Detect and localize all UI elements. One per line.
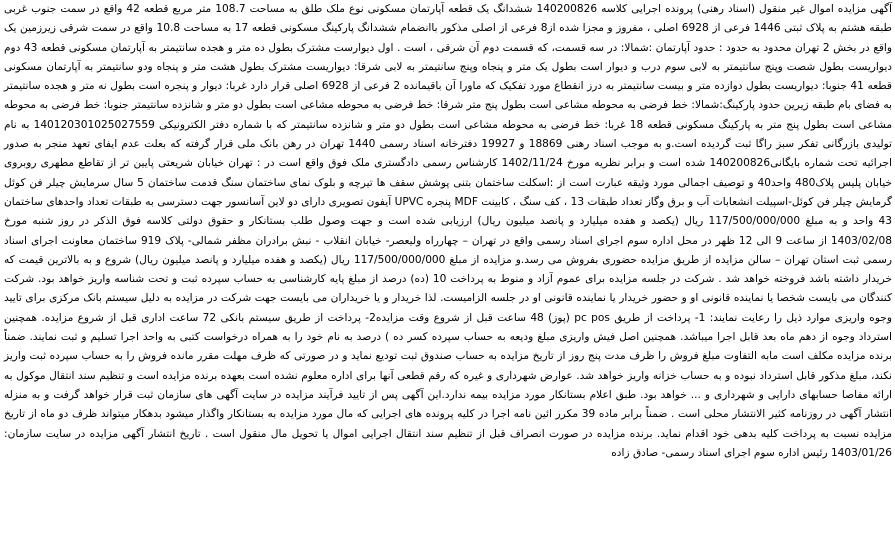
notice-paragraph: آگهی مزایده اموال غیر منقول (اسناد رهنی) پرونده اجرایی کلاسه 140200826 ششدانگ یک قطعه آپارتمان مسکونی نوع ملک طلق به مساحت 108.7 متر مربع قطعه 42 واقع در سمت جنوب غربی طبقه هشتم به پلاک ثبتی 1446 فرعی از 6928 اصلی ، مفروز و مجزا شده از8 فرعی از اصلی مذکور باانضمام ششدانگ پارکینگ مسکونی قطعه 17 به مساحت 10.8 واقع در سمت شرقی زیرزمین یک واقع در بخش 2 تهران محدود به حدود : حدود آپارتمان :شمالا: در سه قسمت، که قسمت دوم آن شرقی ، است . اول دیوارست مشترک بطول ده متر و هجده سانتیمتر به آپارتمان مسکونی قطعه 43 دوم دیواریست بطول شصت وپنج سانتیمتر به لابی سوم درب و دیوار است بطول یک متر و پنجاه وپنج سانتیمتر به لابی شرقا: دیواریست مشترک بطول هشت متر و پنجاه ودو سانتیمتر به آپارتمان مسکونی قطعه 41 جنوبا: دیواریست بطول دوازده متر و بیست سانتیمتر به درز انقطاع مورد تفکیک که ماورا آن باقیمانده 2 فرعی از 6928 اصلی قرار دارد غربا: دیوار و پنجره است بطول نه متر و هجده سانتیمتر به فضای بام طبقه زیرین حدود پارکینگ:شمالا: خط فرضی به محوطه مشاعی است بطول پنج متر شرقا: خط فرضی به محوطه مشاعی است بطول دو متر و شانزده سانتیمتر جنوبا: خط فرضی به محوطه مشاعی است بطول پنج متر به پارکینگ مسکونی قطعه 18 غربا: خط فرضی به محوطه مشاعی است بطول دو متر و شانزده سانتیمتر که با شماره دفتر الکترونیکی 140120301025027559 به نام تولیدی بازرگانی تفکر سبز راگا ثبت گردیده است.و به موجب اسناد رهنی 18869 و 19927 دفترخانه اسناد رسمی 1440 تهران در رهن بانک ملی قرار گرفته که بعلت عدم ایفای تعهد منجر به صدور اجرائیه تحت شماره بایگانی140200826 شده است و برابر نظریه مورخ 1402/11/24 کارشناس رسمی دادگستری ملک فوق واقع است در : تهران خیابان شریعتی پایین تر از تقاطع مطهری روبروی خیابان پلیس پلاک480 واحد40 و توصیف اجمالی مورد وثیقه عبارت است از :اسکلت ساختمان بتنی پوشش سقف ها تیرچه و بلوک نمای ساختمان سنگ قدمت ساختمان 5 سال سرمایش چیلر فن کوئل گرمایش چیلر فن کوئل-اسپیلت انشعابات آب و برق وگاز تعداد طبقات 13 ، کف سنگ ، کابینت MDF پنجره UPVC آیفون تصویری دارای دو لاین آسانسور جهت دسترسی به طبقات تعداد واحدهای ساختمان 43 واحد و به مبلغ 117/500/000/000 ریال (یکصد و هفده میلیارد و پانصد میلیون ریال) ارزیابی شده است و جهت وصول طلب بستانکار و حقوق دولتی کلاسه فوق الذکر در روز شنبه مورخ 1403/02/08 از ساعت 9 الی 12 ظهر در محل اداره سوم اجرای اسناد رسمی واقع در تهران – چهارراه ولیعصر- خیابان انقلاب - نبش برادران مظفر شمالی- پلاک 919 ساختمان معاونت اجرای اسناد رسمی ثبت استان تهران – سالن مزایده از طریق مزایده حضوری بفروش می رسد.و مزایده از مبلغ 117/500/000/000 ریال (یکصد و هفده میلیارد و پانصد میلیون ریال) شروع و به بالاترین قیمت که خریدار داشته باشد فروخته خواهد شد . شرکت در جلسه مزایده برای عموم آزاد و منوط به پرداخت 10 (ده) درصد از مبلغ پایه کارشناسی به حساب سپرده ثبت و تحت شناسه واریز خواهد بود. شرکت کنندگان می بایست شخصا یا نماینده قانونی او و حضور خریدار یا نماینده قانونی او در جلسه الزامیست. لذا خریدار و یا خریداران می بایست جهت شرکت در مزایده به دلیل سیستم بانک مرکزی برای تایید وجوه واریزی موارد ذیل را رعایت نمایند: 1- پرداخت از طریق pc pos (پوز) 48 ساعت قبل از شروع وقت مزایده2- پرداخت از طریق سیستم بانکی 72 ساعت اداری قبل از شروع مزایده. همچنین استرداد وجوه از دهم ماه بعد قابل اجرا میباشد. همچنین اصل فیش واریزی مبلغ ودیعه به حساب سپرده کسر ده ) درصد به نام خود را به همراه درخواست کتبی به واحد اجرا تسلیم و ثبت نمایند. ضمناً برنده مزایده مکلف است مابه التفاوت مبلغ فروش را ظرف مدت پنج روز از تاریخ مزایده به حساب صندوق ثبت تودیع نماید و در صورتی که ظرف مهلت مقرر مانده فروش را به حساب سپرده ثبت واریز نکند، مبلغ مذکور قابل استرداد نبوده و به حساب خزانه واریز خواهد شد. عوارض شهرداری و غیره که رقم قطعی آنها برای اداره معلوم نشده است بعهده برنده مزایده است و تنظیم سند انتقال موکول به ارائه مفاصا حسابهای دارایی و شهرداری و ... خواهد بود. طبق اعلام بستانکار مورد مزایده بیمه ندارد.این آگهی پس از تایید فرآیند مزایده در سایت آگهی های سازمان ثبت قرار خواهد گرفت و به منزله انتشار آگهی در روزنامه کثیر الانتشار محلی است . ضمناً برابر ماده 39 مکرر ائین نامه اجرا در کلیه پرونده های اجرایی که مال مورد مزایده به بستانکار واگذار میشود بدهکار میتواند ظرف دو ماه از تاریخ مزایده نسبت به پرداخت کلیه بدهی خود اقدام نماید. برنده مزایده در صورت انصراف قبل از تنظیم سند انتقال اجرایی اموال یا تحویل مال منقول است . تاریخ انتشار آگهی مزایده در سایت سازمان: 1403/01/26 رئیس اداره سوم اجرای اسناد رسمی- صادق زاده (4, 3, 893, 459)
